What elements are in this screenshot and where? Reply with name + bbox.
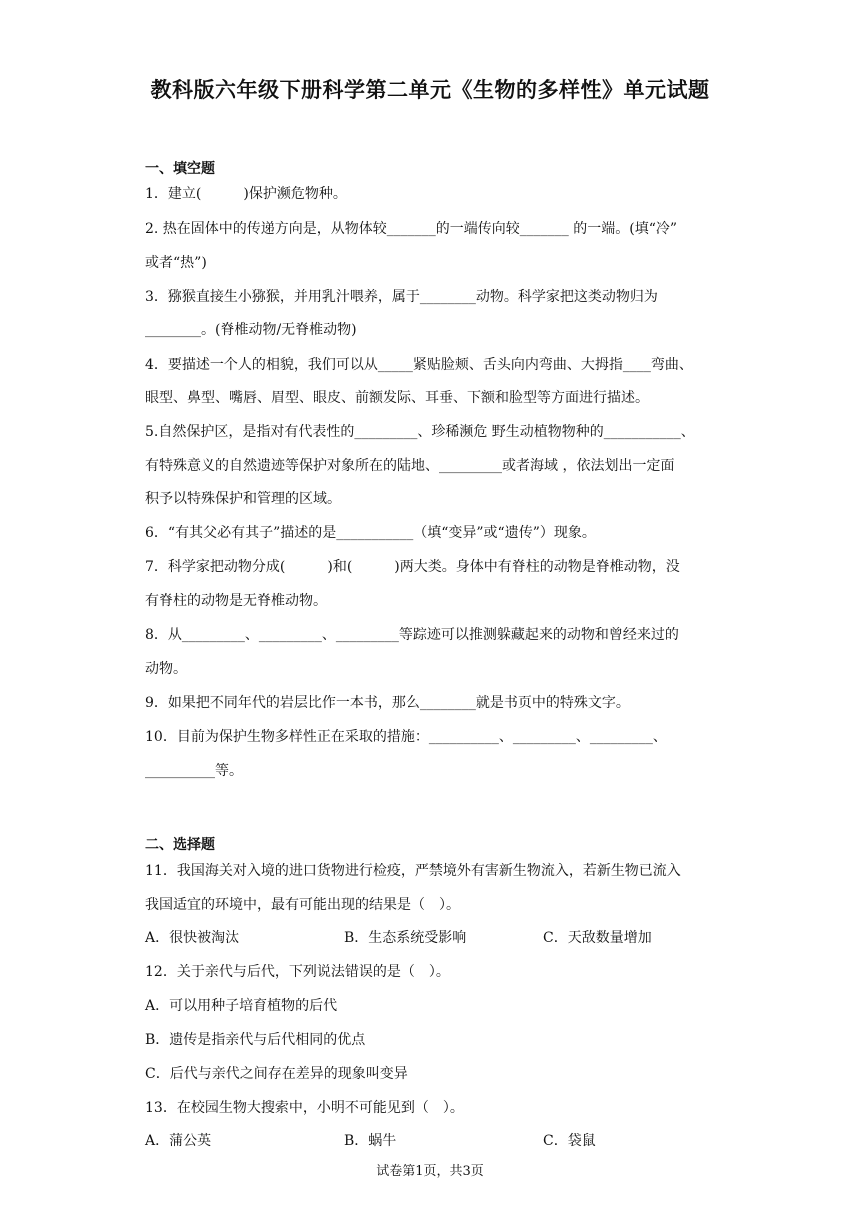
question-line: 4．要描述一个人的相貌，我们可以从_____紧贴脸颊、舌头向内弯曲、大拇指____弯曲、 <box>145 357 693 373</box>
option-a: A．蒲公英 <box>145 1133 212 1149</box>
question-line: 12．关于亲代与后代，下列说法错误的是（ ）。 <box>145 964 450 980</box>
question-line: 2. 热在固体中的传递方向是，从物体较_______的一端传向较_______ 的一端。(填“冷” <box>145 221 678 237</box>
option-c: C．后代与亲代之间存在差异的现象叫变异 <box>145 1066 408 1082</box>
option-b: B．遗传是指亲代与后代相同的优点 <box>145 1032 366 1048</box>
question-line: 或者“热”) <box>145 255 207 271</box>
page-title: 教科版六年级下册科学第二单元《生物的多样性》单元试题 <box>150 78 710 102</box>
question-line: 10．目前为保护生物多样性正在采取的措施：__________、_________、_________、 <box>145 729 667 745</box>
question-line: 9．如果把不同年代的岩层比作一本书，那么________就是书页中的特殊文字。 <box>145 695 630 711</box>
question-line: 有脊柱的动物是无脊椎动物。 <box>145 593 327 609</box>
option-a: A．可以用种子培育植物的后代 <box>145 998 338 1014</box>
question-line: 11．我国海关对入境的进口货物进行检疫，严禁境外有害新生物流入，若新生物已流入 <box>145 863 681 879</box>
question-line: 我国适宜的环境中，最有可能出现的结果是（ ）。 <box>145 897 460 913</box>
question-line: 8．从_________、_________、_________等踪迹可以推测躲藏起来的动物和曾经来过的 <box>145 627 679 643</box>
question-line: 5.自然保护区，是指对有代表性的_________、珍稀濒危 野生动植物物种的___________、 <box>145 424 695 440</box>
question-line: 有特殊意义的自然遗迹等保护对象所在的陆地、_________或者海域 ，依法划出一定面 <box>145 458 675 474</box>
option-a: A．很快被淘汰 <box>145 930 240 946</box>
question-line: 1．建立( )保护濒危物种。 <box>145 186 347 202</box>
question-line: 13．在校园生物大搜索中，小明不可能见到（ ）。 <box>145 1100 464 1116</box>
question-line: 积予以特殊保护和管理的区域。 <box>145 491 341 507</box>
page-footer: 试卷第1页，共3页 <box>376 1164 484 1179</box>
question-line: 7．科学家把动物分成( )和( )两大类。身体中有脊柱的动物是脊椎动物，没 <box>145 559 680 575</box>
section-heading-choice: 二、选择题 <box>145 837 215 853</box>
question-line: 6．“有其父必有其子”描述的是___________（填“变异”或“遗传”）现象。 <box>145 525 596 541</box>
question-line: 动物。 <box>145 661 187 677</box>
question-line: 3．猕猴直接生小猕猴，并用乳汁喂养，属于________动物。科学家把这类动物归为 <box>145 289 658 305</box>
section-heading-fill: 一、填空题 <box>145 161 215 177</box>
option-c: C．天敌数量增加 <box>543 930 652 946</box>
option-b: B．蜗牛 <box>344 1133 397 1149</box>
question-line: ________。(脊椎动物/无脊椎动物) <box>145 322 357 338</box>
question-line: 眼型、鼻型、嘴唇、眉型、眼皮、前额发际、耳垂、下额和脸型等方面进行描述。 <box>145 390 649 406</box>
option-b: B．生态系统受影响 <box>344 930 467 946</box>
question-line: __________等。 <box>145 763 243 779</box>
option-c: C．袋鼠 <box>543 1133 596 1149</box>
